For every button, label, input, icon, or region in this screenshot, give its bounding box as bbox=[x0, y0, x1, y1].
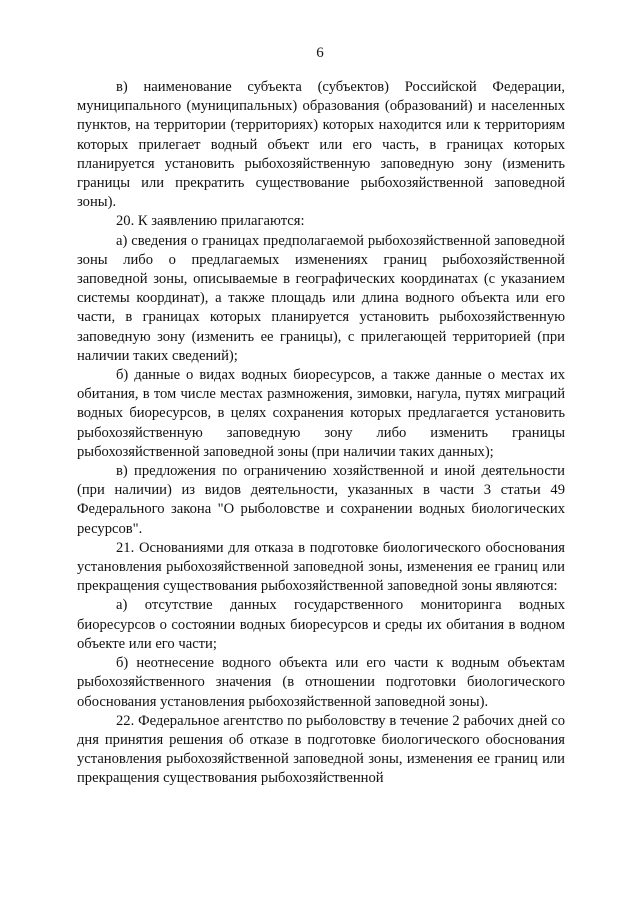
paragraph-a-no-monitoring: а) отсутствие данных государственного мониторинга водных биоресурсов о состоянии водных биоресурсов и среды их обитания в водном объекте или его части; bbox=[77, 597, 565, 652]
paragraph-21-refusal-grounds: 21. Основаниями для отказа в подготовке биологического обоснования установления рыбохозяйственной заповедной зоны, изменения ее границ или прекращения существования рыбохозяйственной заповедной зоны являются: bbox=[77, 539, 565, 595]
document-body bbox=[77, 78, 565, 789]
paragraph-v-restrictions: в) предложения по ограничению хозяйственной и иной деятельности (при наличии) из видов деятельности, указанных в части 3 статьи 49 Федерального закона "О рыболовстве и сохранении водных биологических ресурсов". bbox=[77, 463, 565, 537]
paragraph-20-attachments: 20. К заявлению прилагаются: bbox=[116, 213, 305, 230]
paragraph-22-agency: 22. Федеральное агентство по рыболовству в течение 2 рабочих дней со дня принятия решения об отказе в подготовке биологического обоснования установления рыбохозяйственной заповедной зоны, изменения ее границ или прекращения существования рыбохозяйственной bbox=[77, 712, 565, 787]
paragraph-b-bioresources: б) данные о видах водных биоресурсов, а также данные о местах их обитания, в том числе местах размножения, зимовки, нагула, путях миграций водных биоресурсов, в целях сохранения которых предлагается установить рыбохозяйственную заповедную зону либо изменить границы рыбохозяйственной заповедной зоны (при наличии таких данных); bbox=[77, 367, 565, 460]
paragraph-a-boundaries: а) сведения о границах предполагаемой рыбохозяйственной заповедной зоны либо о предлагаемых изменениях границ рыбохозяйственной заповедной зоны, описываемые в географических координатах (с указанием системы координат), а также площадь или длина водного объекта или его части, в границах которых планируется установить рыбохозяйственную заповедную зону (изменить ее границы), с прилегающей территорией (при наличии таких сведений); bbox=[77, 232, 565, 364]
page-number: 6 bbox=[316, 45, 324, 61]
paragraph-v-subject-name: в) наименование субъекта (субъектов) Российской Федерации, муниципального (муниципальных) образования (образований) и населенных пунктов, на территории (территориях) которых находится или к территориям которых прилегает водный объект или его часть, в границах которых планируется установить рыбохозяйственную заповедную зону (изменить границы или прекратить существование рыбохозяйственной заповедной зоны). bbox=[77, 79, 565, 211]
paragraph-b-not-fishery: б) неотнесение водного объекта или его части к водным объектам рыбохозяйственного значения (в отношении подготовки биологического обоснования установления рыбохозяйственной заповедной зоны). bbox=[77, 655, 565, 710]
